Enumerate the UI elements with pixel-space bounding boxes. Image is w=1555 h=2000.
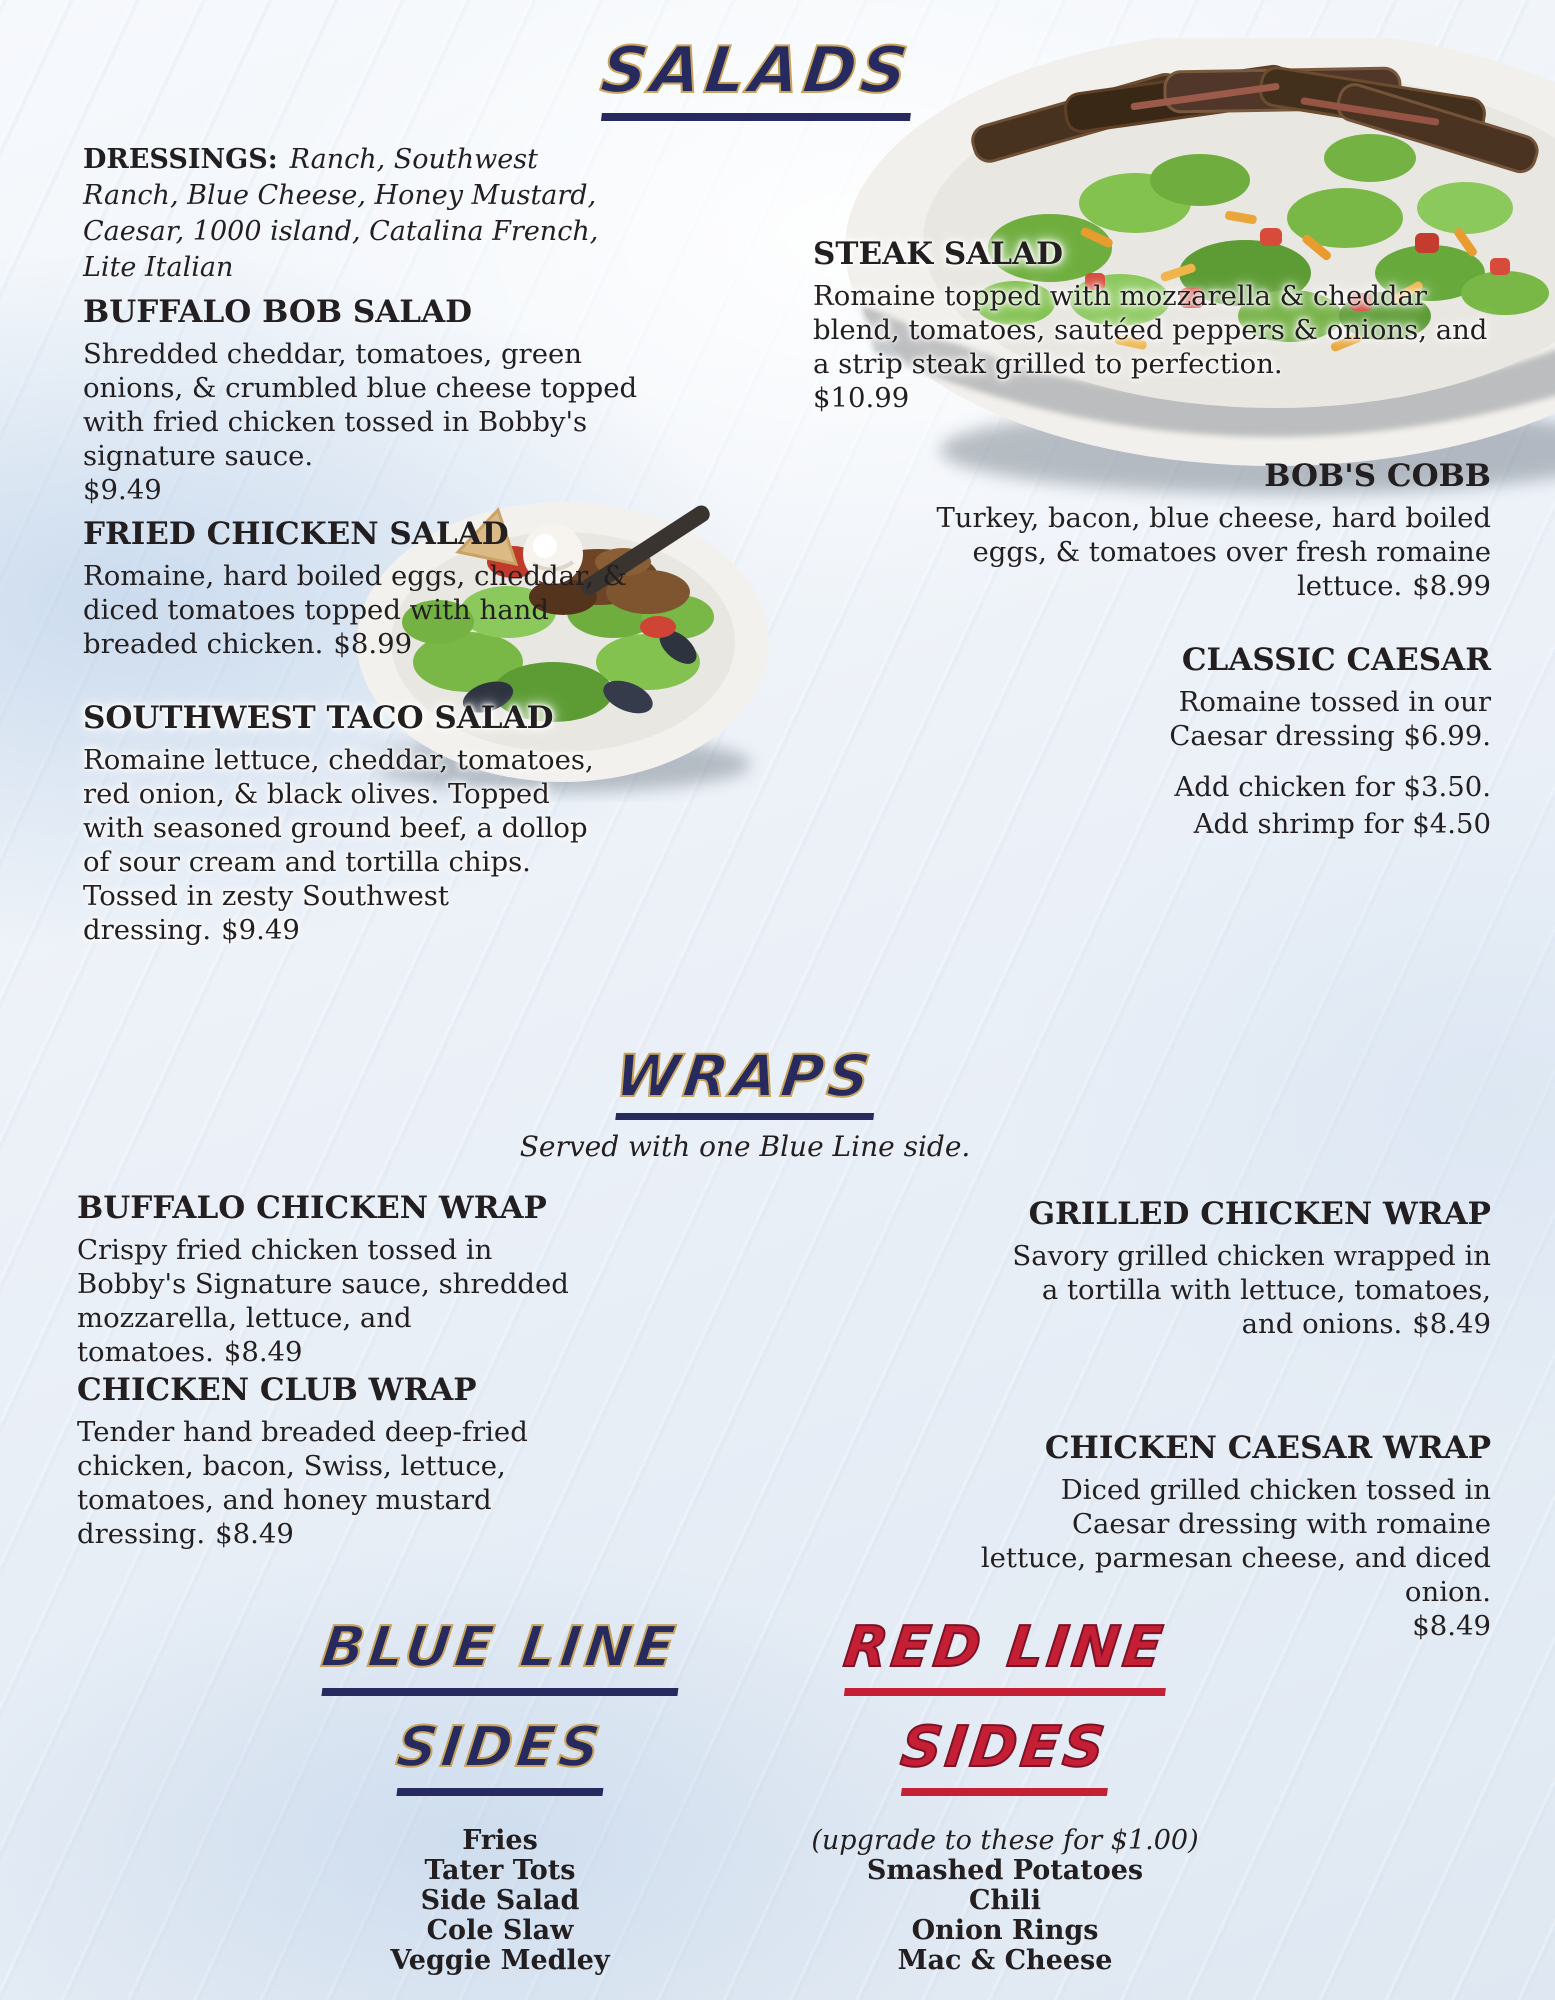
red-line-title-line1: RED LINE	[840, 1615, 1170, 1680]
list-item: Smashed Potatoes	[866, 1854, 1144, 1886]
blue-line-underline-1	[321, 1688, 678, 1696]
item-description-text: Romaine lettuce, cheddar, tomatoes, red onion, & black olives. Topped with seasoned ground beef, a dollop of sour cream and tortilla chips. Tossed in zesty Southwest dressing.	[83, 744, 594, 946]
blue-line-sides-section	[318, 1612, 683, 1976]
salads-title-block	[596, 34, 916, 121]
menu-item-classic-caesar	[1031, 640, 1491, 843]
list-item: Cole Slaw	[426, 1914, 574, 1946]
item-name: CLASSIC CAESAR	[1181, 642, 1491, 678]
item-description	[77, 1233, 589, 1369]
item-price: $8.99	[1412, 570, 1491, 602]
red-line-title-line2: SIDES	[897, 1714, 1113, 1780]
red-sides-title-block	[897, 1712, 1113, 1796]
list-item: Chili	[969, 1884, 1041, 1916]
list-item: Side Salad	[420, 1884, 580, 1916]
wraps-title-underline	[616, 1113, 875, 1120]
red-line-sides-list	[811, 1826, 1198, 1976]
item-name: SOUTHWEST TACO SALAD	[83, 700, 554, 736]
list-item: Tater Tots	[424, 1854, 576, 1886]
blue-line-title-block	[318, 1612, 683, 1696]
item-description	[813, 279, 1505, 415]
list-item: Mac & Cheese	[897, 1944, 1113, 1976]
item-name: BOB'S COBB	[1264, 458, 1491, 494]
blue-line-underline-2	[396, 1788, 603, 1796]
item-description-text: Tender hand breaded deep-fried chicken, bacon, Swiss, lettuce, tomatoes, and honey mustard dressing.	[77, 1416, 528, 1550]
blue-line-title-line1: BLUE LINE	[318, 1615, 683, 1680]
item-addons	[1031, 769, 1491, 843]
item-price: $9.49	[83, 474, 162, 506]
item-description	[83, 743, 613, 947]
item-name: BUFFALO CHICKEN WRAP	[77, 1190, 547, 1226]
item-price: $8.49	[215, 1518, 294, 1550]
item-price: $8.99	[333, 628, 413, 660]
item-description-text: Romaine, hard boiled eggs, cheddar, & diced tomatoes topped with hand breaded chicken.	[83, 560, 628, 660]
menu-item-buffalo-bob-salad	[83, 292, 643, 507]
item-name: CHICKEN CAESAR WRAP	[1044, 1430, 1491, 1466]
menu-item-steak-salad	[813, 234, 1505, 415]
wraps-header	[520, 1042, 971, 1164]
menu-item-chicken-club-wrap	[77, 1370, 625, 1551]
wraps-title: WRAPS	[611, 1042, 879, 1110]
blue-line-sides-list	[390, 1826, 609, 1976]
item-description-text: Shredded cheddar, tomatoes, green onions, & crumbled blue cheese topped with fried chicken tossed in Bobby's signature sauce.	[83, 338, 638, 472]
red-line-title-block	[840, 1612, 1170, 1696]
item-description-text: Crispy fried chicken tossed in Bobby's Signature sauce, shredded mozzarella, lettuce, and tomatoes.	[77, 1234, 569, 1368]
item-name: GRILLED CHICKEN WRAP	[1028, 1196, 1491, 1232]
item-description	[83, 559, 643, 661]
item-description	[931, 501, 1491, 603]
item-price: $8.49	[1412, 1610, 1491, 1642]
item-description-text: Romaine topped with mozzarella & cheddar blend, tomatoes, sautéed peppers & onions, and a strip steak grilled to perfection.	[813, 280, 1488, 380]
salads-title-underline	[601, 113, 911, 121]
item-price: $9.49	[221, 914, 300, 946]
dressings-paragraph	[83, 142, 631, 286]
blue-line-title-line2: SIDES	[392, 1714, 608, 1780]
menu-item-buffalo-chicken-wrap	[77, 1188, 617, 1369]
item-description	[1156, 685, 1491, 753]
dressings-label: DRESSINGS:	[83, 144, 278, 175]
item-price: $10.99	[813, 382, 910, 414]
item-name: CHICKEN CLUB WRAP	[77, 1372, 477, 1408]
salads-title: SALADS	[596, 34, 916, 108]
menu-item-chicken-caesar-wrap	[891, 1428, 1491, 1643]
menu-item-fried-chicken-salad	[83, 514, 643, 661]
item-description	[77, 1415, 625, 1551]
item-description	[1006, 1239, 1491, 1341]
menu-item-southwest-taco-salad	[83, 698, 613, 947]
upgrade-note: (upgrade to these for $1.00)	[811, 1824, 1199, 1856]
item-description	[83, 337, 643, 507]
addon-chicken: Add chicken for $3.50.	[1174, 771, 1491, 803]
list-item: Onion Rings	[911, 1914, 1099, 1946]
item-description-text: Savory grilled chicken wrapped in a tortilla with lettuce, tomatoes, and onions.	[1012, 1240, 1491, 1340]
wraps-title-block	[611, 1042, 879, 1120]
item-name: FRIED CHICKEN SALAD	[83, 516, 509, 552]
item-name: STEAK SALAD	[813, 236, 1064, 272]
dressings-list: Ranch, Southwest Ranch, Blue Cheese, Honey Mustard, Caesar, 1000 island, Catalina French, Lite Italian	[83, 144, 599, 283]
wraps-subtitle: Served with one Blue Line side.	[519, 1130, 971, 1164]
list-item: Veggie Medley	[390, 1944, 610, 1976]
blue-sides-title-block	[392, 1712, 608, 1796]
menu-item-grilled-chicken-wrap	[971, 1194, 1491, 1341]
red-line-underline-2	[901, 1788, 1108, 1796]
red-line-underline-1	[844, 1688, 1166, 1696]
salads-header	[596, 34, 916, 137]
item-price: $8.49	[1412, 1308, 1491, 1340]
item-price: $8.49	[223, 1336, 303, 1368]
addon-shrimp: Add shrimp for $4.50	[1193, 808, 1491, 840]
red-line-sides-section	[811, 1612, 1198, 1976]
item-description-text: Romaine tossed in our Caesar dressing $6.99.	[1169, 686, 1491, 752]
list-item: Fries	[462, 1824, 538, 1856]
item-description-text: Turkey, bacon, blue cheese, hard boiled eggs, & tomatoes over fresh romaine lettuce.	[936, 502, 1491, 602]
menu-item-bobs-cobb	[891, 456, 1491, 603]
item-name: BUFFALO BOB SALAD	[83, 294, 473, 330]
item-description-text: Diced grilled chicken tossed in Caesar dressing with romaine lettuce, parmesan cheese, and diced onion.	[980, 1474, 1491, 1608]
